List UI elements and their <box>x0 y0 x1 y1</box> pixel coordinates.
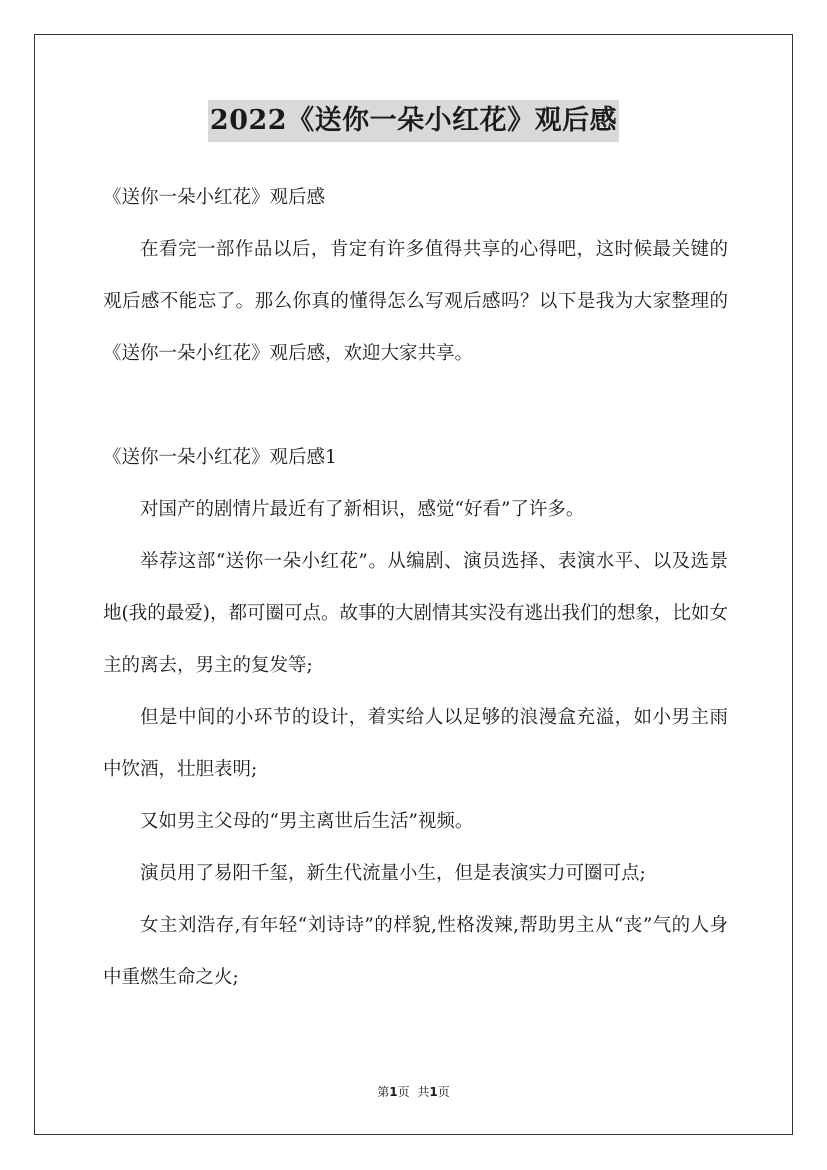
spacer <box>103 380 728 432</box>
intro-paragraph: 在看完一部作品以后，肯定有许多值得共享的心得吧，这时候最关键的观后感不能忘了。那么你真的懂得怎么写观后感吗？以下是我为大家整理的《送你一朵小红花》观后感，欢迎大家共享。 <box>103 239 728 364</box>
page-suffix: 页 <box>397 1085 410 1099</box>
body-paragraph: 又如男主父母的“男主离世后生活”视频。 <box>140 811 474 832</box>
title-wrap <box>0 100 827 142</box>
total-prefix: 共 <box>417 1085 430 1099</box>
total-number: 1 <box>429 1085 438 1099</box>
body-paragraph: 对国产的剧情片最近有了新相识，感觉“好看”了许多。 <box>140 499 585 520</box>
body-paragraph: 举荐这部“送你一朵小红花”。从编剧、演员选择、表演水平、以及选景地(我的最爱)，都可圈可点。故事的大剧情其实没有逃出我们的想象，比如女主的离去，男主的复发等; <box>103 551 728 676</box>
page-footer <box>0 1083 827 1101</box>
body-paragraph: 女主刘浩存,有年轻“刘诗诗”的样貌,性格泼辣,帮助男主从“丧”气的人身中重燃生命之火; <box>103 915 728 988</box>
subtitle: 《送你一朵小红花》观后感 <box>103 187 326 208</box>
section-heading: 《送你一朵小红花》观后感1 <box>103 447 337 468</box>
document-title: 2022《送你一朵小红花》观后感 <box>208 100 619 142</box>
document-body <box>103 172 728 1004</box>
body-paragraph: 演员用了易阳千玺，新生代流量小生，但是表演实力可圈可点; <box>140 863 646 884</box>
page-prefix: 第 <box>377 1085 390 1099</box>
body-paragraph: 但是中间的小环节的设计，着实给人以足够的浪漫盒充溢，如小男主雨中饮酒，壮胆表明; <box>103 707 728 780</box>
total-suffix: 页 <box>437 1085 450 1099</box>
page-number: 1 <box>389 1085 398 1099</box>
